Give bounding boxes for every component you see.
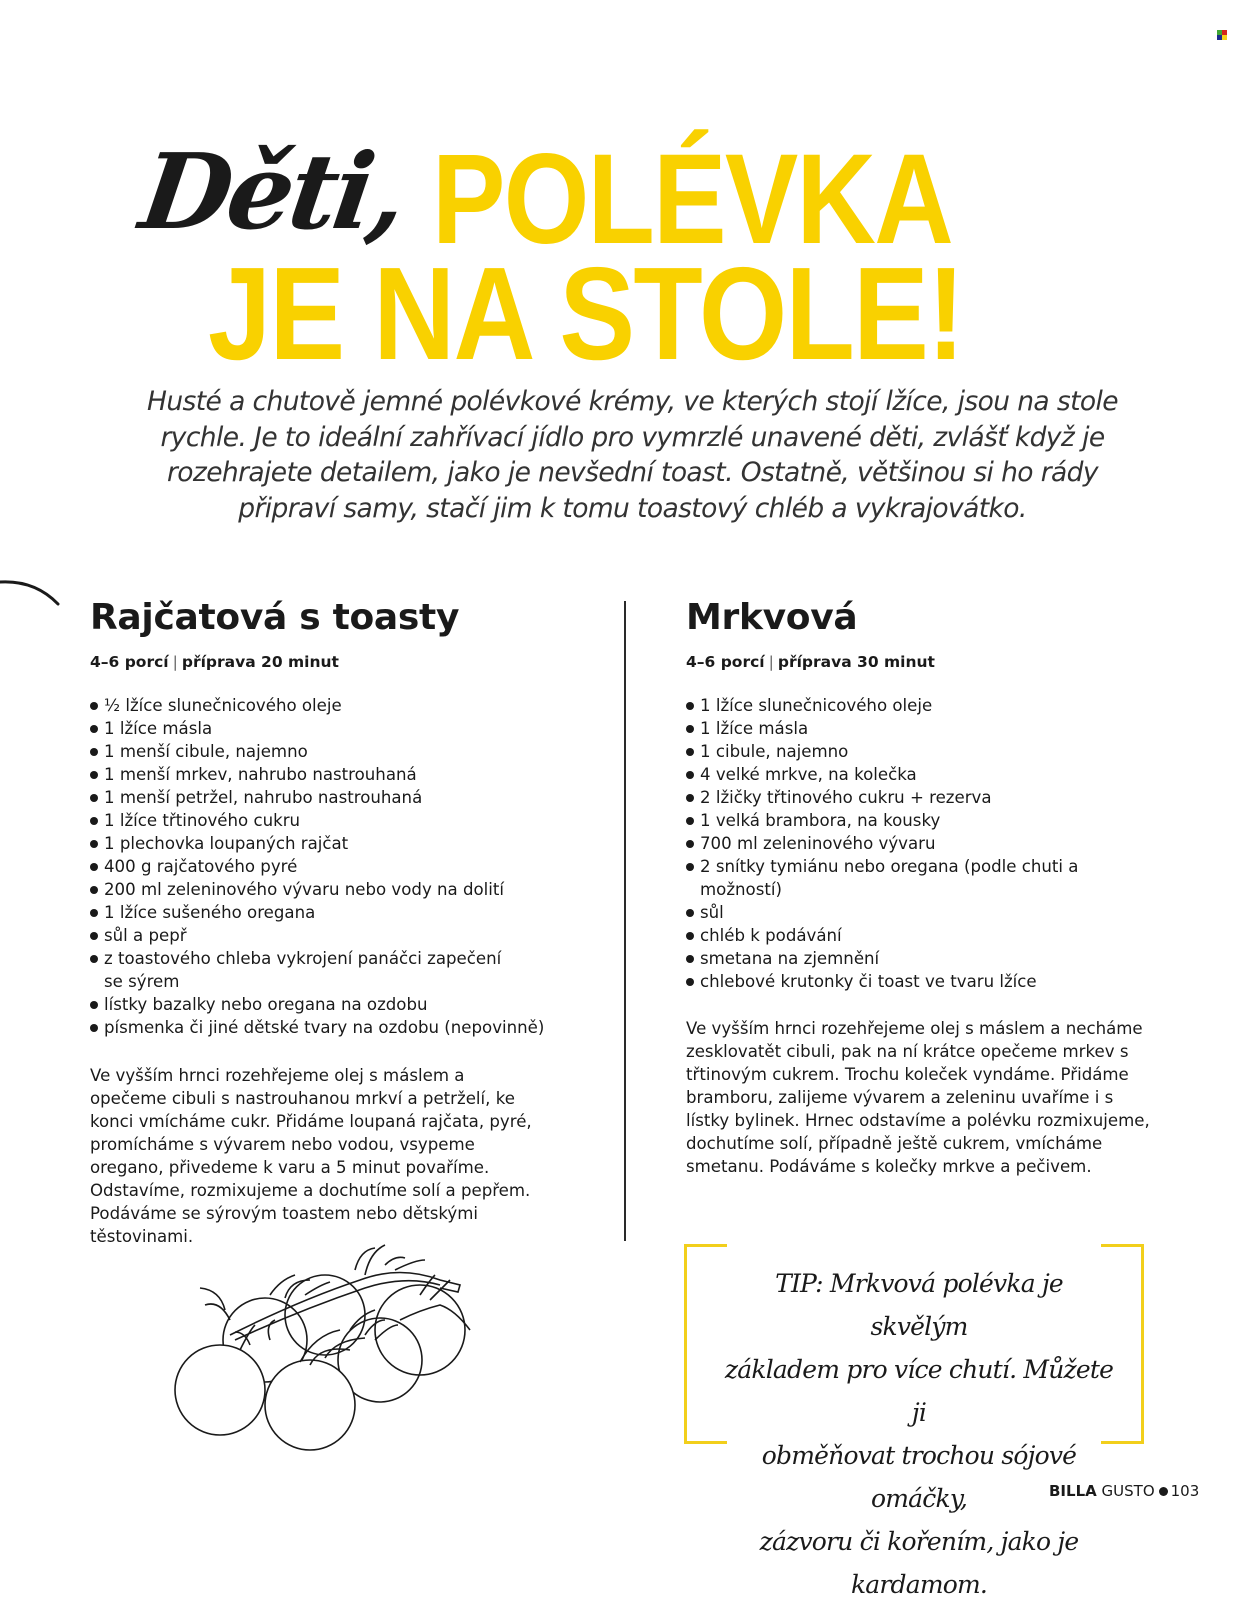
title-script: Děti, [133,130,411,253]
tip-text [724,1262,1114,1606]
method-carrot: Ve vyšším hrnci rozehřejeme olej s máslem a necháme zesklovatět cibuli, pak na ní krátce opečeme mrkev s třtinovým cukrem. Trochu koleček vyndáme. Přidáme bramboru, zalijeme vývarem a zeleninu uvaříme i s lístky bylinek. Hrnec odstavíme a polévku rozmixujeme, dochutíme solí, případně ještě cukrem, vmícháme smetanu. Podáváme s kolečky mrkve a pečivem. [686,1019,1150,1176]
recipe-meta-carrot [686,653,935,671]
ingredient-item: 1 plechovka loupaných rajčat [90,832,560,855]
ingredient-item: 2 snítky tymiánu nebo oregana (podle chuti a možností) [686,855,1090,901]
decorative-arc-icon [0,572,70,612]
ingredient-item: sůl a pepř [90,924,560,947]
ingredient-item: 1 lžíce másla [686,717,1156,740]
ingredient-item: 4 velké mrkve, na kolečka [686,763,1156,786]
ingredient-item: 1 menší petržel, nahrubo nastrouhaná [90,786,560,809]
meta-separator: | [172,653,178,671]
ingredient-list-carrot [686,694,1156,993]
ingredient-item: písmenka či jiné dětské tvary na ozdobu (nepovinně) [90,1016,560,1039]
ingredient-item: 1 lžíce třtinového cukru [90,809,560,832]
ingredient-item: smetana na zjemnění [686,947,1156,970]
prep-time: příprava 30 minut [777,653,935,671]
ingredient-item: chléb k podávání [686,924,1156,947]
bullet-dot-icon [1159,1487,1168,1496]
servings: 4–6 porcí [686,653,765,671]
page-footer [1049,1482,1199,1500]
ingredient-item: 700 ml zeleninového vývaru [686,832,1156,855]
ingredient-item: 1 velká brambora, na kousky [686,809,1156,832]
ingredient-item: 1 menší cibule, najemno [90,740,560,763]
method-tomato: Ve vyšším hrnci rozehřejeme olej s máslem a opečeme cibuli s nastrouhanou mrkví a petrželí, ke konci vmícháme cukr. Přidáme loupaná rajčata, pyré, promícháme s vývarem nebo vodou, vsypeme oregano, přivedeme k varu a 5 minut povaříme. Odstavíme, rozmixujeme a dochutíme solí a pepřem. Podáváme se sýrovým toastem nebo dětskými těstovinami. [90,1066,532,1246]
ingredient-item: z toastového chleba vykrojení panáčci zapečení se sýrem [90,947,524,993]
recipe-title-tomato: Rajčatová s toasty [90,597,460,638]
ingredient-item: sůl [686,901,1156,924]
ingredient-item: 400 g rajčatového pyré [90,855,560,878]
footer-brand: BILLA [1049,1482,1097,1500]
recipe-title-carrot: Mrkvová [686,597,858,638]
title-line-1: POLÉVKA [432,128,953,271]
tip-line: TIP: Mrkvová polévka je skvělým [775,1269,1063,1341]
ingredient-item: 1 cibule, najemno [686,740,1156,763]
recipe-meta-tomato [90,653,339,671]
page-number: 103 [1170,1482,1200,1500]
corner-logo-icon [1217,30,1227,40]
footer-magazine: GUSTO [1101,1482,1155,1500]
meta-separator: | [768,653,774,671]
cherry-tomatoes-on-vine-icon [150,1240,510,1460]
ingredient-item: 1 lžíce másla [90,717,560,740]
ingredient-item: 1 menší mrkev, nahrubo nastrouhaná [90,763,560,786]
ingredient-item: chlebové krutonky či toast ve tvaru lžíce [686,970,1156,993]
ingredient-item: 200 ml zeleninového vývaru nebo vody na dolití [90,878,560,901]
intro-paragraph: Husté a chutově jemné polévkové krémy, ve kterých stojí lžíce, jsou na stole rychle. Je to ideální zahřívací jídlo pro vymrzlé unavené děti, zvlášť když je rozehrajete detailem, jako je nevšední toast. Ostatně, většinou si ho rády připraví samy, stačí jim k tomu toastový chléb a vykrajovátko. [147,386,1118,524]
ingredient-list-tomato [90,694,560,1039]
ingredient-item: lístky bazalky nebo oregana na ozdobu [90,993,560,1016]
servings: 4–6 porcí [90,653,169,671]
title-line-2: JE NA STOLE! [208,240,964,387]
prep-time: příprava 20 minut [181,653,339,671]
tip-bracket-left [684,1244,727,1444]
column-divider [624,601,626,1241]
ingredient-item: 1 lžíce slunečnicového oleje [686,694,1156,717]
tip-line: základem pro více chutí. Můžete ji [724,1355,1114,1427]
ingredient-item: 1 lžíce sušeného oregana [90,901,560,924]
tip-line: obměňovat trochou sójové omáčky, [761,1441,1077,1513]
ingredient-item: ½ lžíce slunečnicového oleje [90,694,560,717]
ingredient-item: 2 lžičky třtinového cukru + rezerva [686,786,1156,809]
tip-line: zázvoru či kořením, jako je kardamom. [759,1527,1079,1599]
